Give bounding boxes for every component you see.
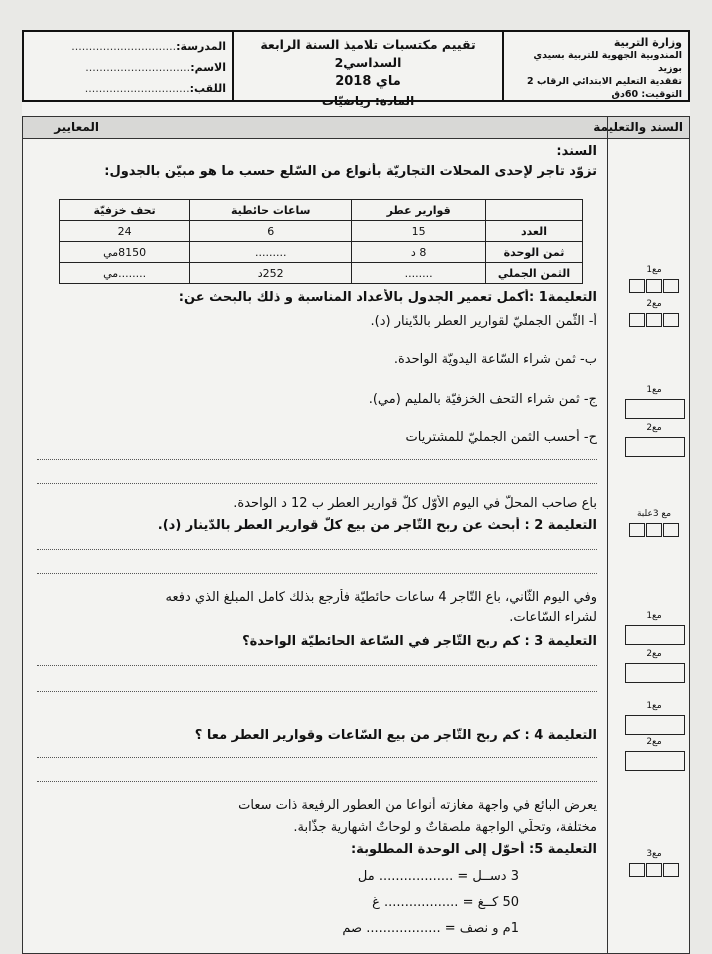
answer-line[interactable] bbox=[37, 483, 597, 484]
grade-box[interactable] bbox=[629, 313, 645, 327]
q1-part-b: ب- ثمن شراء السّاعة اليدويّة الواحدة. bbox=[393, 352, 597, 367]
instruction-2: التعليمة 2 : أبحث عن ربح التّاجر من بيع كلّ قوارير العطر بالدّينار (د). bbox=[157, 518, 597, 533]
table-header-cell: تحف خزفيّة bbox=[60, 200, 190, 221]
grade-box[interactable] bbox=[625, 715, 685, 735]
grade-box[interactable] bbox=[663, 279, 679, 293]
exam-body bbox=[22, 116, 690, 954]
table-header-cell: ساعات حائطية bbox=[190, 200, 352, 221]
table-cell: 8 د bbox=[352, 242, 486, 263]
table-cell: 8150مي bbox=[60, 242, 190, 263]
answer-line[interactable] bbox=[37, 665, 597, 666]
grade-box[interactable] bbox=[646, 863, 662, 877]
table-cell: 15 bbox=[352, 221, 486, 242]
support-label: السند: bbox=[556, 144, 597, 159]
table-cell: 252د bbox=[190, 263, 352, 284]
conversion-unit: صم bbox=[342, 921, 363, 936]
grade-box[interactable] bbox=[663, 523, 679, 537]
q1-part-c: ج- ثمن شراء التحف الخزفيّة بالمليم (مي). bbox=[368, 392, 597, 407]
table-header-cell bbox=[486, 200, 583, 221]
table-row bbox=[60, 263, 583, 284]
school-row bbox=[30, 36, 226, 57]
exam-subject: المادة: رياضيّات bbox=[321, 94, 415, 108]
conversion-expression: 1م و نصف = bbox=[444, 921, 519, 936]
conversion-row bbox=[358, 869, 519, 884]
exam-title: تقييم مكتسبات تلاميذ السنة الرابعة السداسي2 bbox=[260, 37, 476, 70]
surname-field[interactable]: .............................. bbox=[84, 82, 190, 95]
grade-box[interactable] bbox=[646, 279, 662, 293]
instruction-4: التعليمة 4 : كم ربح التّاجر من بيع السّاعات وقوارير العطر معا ؟ bbox=[194, 728, 597, 743]
answer-line[interactable] bbox=[37, 459, 597, 460]
criterion-label: مع2 bbox=[646, 737, 662, 747]
grade-box[interactable] bbox=[629, 863, 645, 877]
timing: التوقيت: 60دق bbox=[611, 89, 682, 100]
instruction-3: التعليمة 3 : كم ربح التّاجر في السّاعة الحائطيّة الواحدة؟ bbox=[242, 634, 597, 649]
goods-table bbox=[59, 199, 583, 284]
surname-row bbox=[30, 78, 226, 99]
conversion-blank[interactable]: .................. bbox=[366, 921, 441, 936]
row-label: العدد bbox=[486, 221, 583, 242]
grade-box[interactable] bbox=[663, 313, 679, 327]
grade-box[interactable] bbox=[625, 625, 685, 645]
table-row bbox=[60, 242, 583, 263]
criterion-block bbox=[625, 701, 683, 741]
ministry: وزارة التربية bbox=[613, 36, 682, 49]
header-table bbox=[22, 30, 690, 108]
header-title-cell bbox=[232, 32, 502, 108]
criterion-label: مع2 bbox=[646, 423, 662, 433]
grade-box[interactable] bbox=[629, 279, 645, 293]
conversion-unit: مل bbox=[357, 869, 375, 884]
criterion-block bbox=[625, 737, 683, 777]
conversion-row bbox=[372, 895, 519, 910]
table-cell-blank[interactable]: ........مي bbox=[60, 263, 190, 284]
table-cell: 24 bbox=[60, 221, 190, 242]
table-cell-blank[interactable]: ........ bbox=[352, 263, 486, 284]
criterion-label: مع1 bbox=[646, 385, 662, 395]
regional-office: المندوبية الجهوية للتربية بسيدي بوزيد bbox=[533, 50, 682, 74]
q3-context-line1: وفي اليوم الثّاني، باع التّاجر 4 ساعات حائطيّة فأرجع بذلك كامل المبلغ الذي دفعه bbox=[165, 590, 597, 605]
answer-line[interactable] bbox=[37, 549, 597, 550]
exam-date: ماي 2018 bbox=[335, 74, 401, 89]
criterion-label: مع3 bbox=[646, 849, 662, 859]
answer-line[interactable] bbox=[37, 781, 597, 782]
column-divider bbox=[607, 117, 608, 953]
surname-label: اللقب: bbox=[189, 82, 226, 95]
grade-box[interactable] bbox=[646, 523, 662, 537]
inspection: تفقدية التعليم الابتدائي الرقاب 2 bbox=[527, 76, 682, 87]
criteria-column-header: المعايير bbox=[23, 117, 105, 139]
grade-box[interactable] bbox=[646, 313, 662, 327]
grade-box[interactable] bbox=[625, 663, 685, 683]
criterion-label: مع1 bbox=[646, 611, 662, 621]
instruction-1: التعليمة1 :أكمل تعمير الجدول بالأعداد المناسبة و ذلك بالبحث عن: bbox=[178, 290, 597, 305]
school-field[interactable]: .............................. bbox=[71, 40, 177, 53]
table-cell-blank[interactable]: ......... bbox=[190, 242, 352, 263]
criterion-label: مع2 bbox=[646, 299, 662, 309]
criterion-label: مع1 bbox=[646, 265, 662, 275]
criterion-block bbox=[625, 299, 683, 339]
support-column-header: السند والتعليمة bbox=[104, 117, 689, 139]
criterion-block bbox=[625, 509, 683, 549]
exam-page bbox=[22, 30, 690, 954]
conversion-row bbox=[342, 921, 519, 936]
support-text: تزوّد تاجر لإحدى المحلات التجاريّة بأنواع من السّلع حسب ما هو مبيّن بالجدول: bbox=[104, 164, 597, 179]
q5-context-line1: يعرض البائع في واجهة مغازته أنواعا من العطور الرفيعة ذات سعات bbox=[238, 798, 597, 813]
criterion-block bbox=[625, 611, 683, 651]
row-label: الثمن الجملي bbox=[486, 263, 583, 284]
q5-context-line2: مختلفة، وتحلّي الواجهة ملصقاتٌ و لوحاتٌ اشهارية جذّابة. bbox=[293, 820, 597, 835]
table-header-cell: قوارير عطر bbox=[352, 200, 486, 221]
criterion-block bbox=[625, 423, 683, 463]
table-header-row bbox=[60, 200, 583, 221]
answer-line[interactable] bbox=[37, 691, 597, 692]
grade-box[interactable] bbox=[663, 863, 679, 877]
criterion-label: مع1 bbox=[646, 701, 662, 711]
conversion-expression: 50 كــغ = bbox=[462, 895, 519, 910]
grade-box[interactable] bbox=[629, 523, 645, 537]
criterion-label: مع 3علبة bbox=[636, 509, 672, 519]
conversion-blank[interactable]: .................. bbox=[384, 895, 459, 910]
q1-part-a: أ- الثّمن الجمليّ لقوارير العطر بالدّينار (د). bbox=[370, 314, 597, 329]
answer-line[interactable] bbox=[37, 573, 597, 574]
q2-context: باع صاحب المحلّ في اليوم الأوّل كلّ قوارير العطر ب 12 د الواحدة. bbox=[233, 496, 597, 511]
criterion-block bbox=[625, 385, 683, 425]
q3-context-line2: لشراء السّاعات. bbox=[509, 610, 597, 625]
q1-part-d: ح- أحسب الثمن الجمليّ للمشتريات bbox=[405, 430, 597, 445]
conversion-blank[interactable]: .................. bbox=[378, 869, 454, 884]
header-student bbox=[24, 32, 232, 100]
table-row bbox=[60, 221, 583, 242]
name-field[interactable]: .............................. bbox=[85, 61, 191, 74]
header-admin bbox=[502, 32, 688, 100]
grade-box[interactable] bbox=[625, 437, 685, 457]
criterion-block bbox=[625, 849, 683, 889]
table-cell: 6 bbox=[190, 221, 352, 242]
conversion-expression: 3 دســل = bbox=[457, 869, 519, 884]
answer-line[interactable] bbox=[37, 757, 597, 758]
grade-box[interactable] bbox=[625, 399, 685, 419]
grade-box[interactable] bbox=[625, 751, 685, 771]
row-label: ثمن الوحدة bbox=[486, 242, 583, 263]
criterion-block bbox=[625, 649, 683, 689]
name-row bbox=[30, 57, 226, 78]
school-label: المدرسة: bbox=[176, 40, 226, 53]
criterion-label: مع2 bbox=[646, 649, 662, 659]
name-label: الاسم: bbox=[190, 61, 226, 74]
conversion-unit: غ bbox=[372, 895, 380, 910]
instruction-5: التعليمة 5: أحوّل إلى الوحدة المطلوبة: bbox=[350, 842, 597, 857]
